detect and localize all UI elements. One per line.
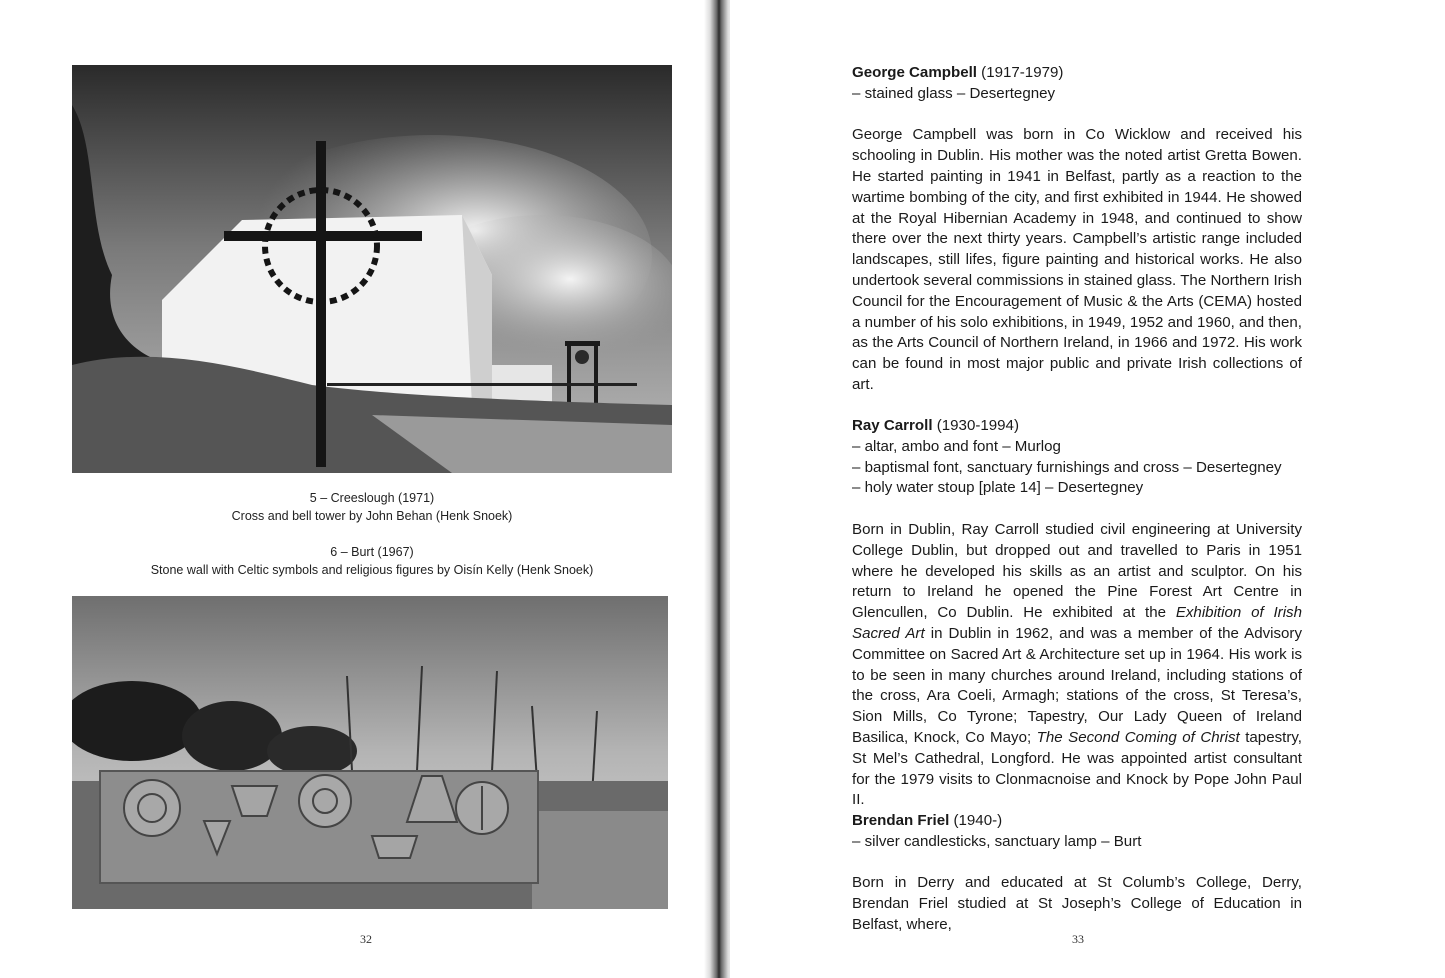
entry-carroll-bio-italic-1: Exhibition of Irish Sacred Art <box>852 604 1302 642</box>
photo-2-caption-credit: Stone wall with Celtic symbols and religious figures by Oisín Kelly (Henk Snoek) <box>150 563 594 577</box>
entry-carroll-bio-part-1: Born in Dublin, Ray Carroll studied civil engineering at University College Dublin, but dropped out and travelled to Paris in 1951 where he developed his skills as an artist and sculptor. On his return to Ireland he opened the Pine Forest Art Centre in Glencullen, Co Dublin. He exhibited at the <box>852 520 1302 622</box>
entry-carroll <box>852 416 1302 811</box>
photo-2-image <box>72 596 668 909</box>
entry-carroll-heading <box>852 416 1302 437</box>
entry-campbell-name: George Campbell <box>852 64 977 81</box>
entry-carroll-bio <box>852 520 1302 811</box>
photo-1-caption-credit: Cross and bell tower by John Behan (Henk Snoek) <box>231 509 513 523</box>
photo-2-caption <box>72 543 672 579</box>
entry-carroll-name: Ray Carroll <box>852 417 933 434</box>
entry-campbell-dates: (1917-1979) <box>976 64 1064 81</box>
photo-burt-stone-wall <box>72 596 668 909</box>
entry-carroll-work-1: – altar, ambo and font – Murlog <box>852 437 1061 455</box>
entry-carroll-work-3: – holy water stoup [plate 14] – Desertegney <box>852 479 1144 497</box>
entry-campbell-bio: George Campbell was born in Co Wicklow and received his schooling in Dublin. His mother was the noted artist Gretta Bowen. He started painting in 1941 in Belfast, partly as a reaction to the wartime bombing of the city, and first exhibited in 1944. He showed at the Royal Hibernian Academy in 1948, and continued to show there over the next thirty years. Campbell’s artistic range included landscapes, still lifes, figure painting and historical works. He also undertook several commissions in stained glass. The Northern Irish Council for the Encouragement of Music & the Arts (CEMA) hosted a number of his solo exhibitions, in 1949, 1952 and 1960, and then, as the Arts Council of Northern Ireland, in 1966 and 1972. His work can be found in most major public and private Irish collections of art. <box>852 126 1302 393</box>
entry-carroll-bio-part-3: tapestry, St Mel’s Cathedral, Longford. He was appointed artist consultant for the 1979 visits to Clonmacnoise and Knock by Pope John Paul II. <box>852 728 1302 809</box>
entry-carroll-work-2: – baptismal font, sanctuary furnishings and cross – Desertegney <box>852 458 1282 476</box>
entry-campbell-heading <box>852 63 1302 84</box>
entry-carroll-bio-part-2: in Dublin in 1962, and was a member of the Advisory Committee on Sacred Art & Architecture set up in 1964. His work is to be seen in many churches around Ireland, including stations of the cross, Ara Coeli, Armagh; stations of the cross, St Teresa’s, Sion Mills, Co Tyrone; Tapestry, Our Lady Queen of Ireland Basilica, Knock, Co Mayo; <box>852 624 1302 746</box>
entry-friel-name: Brendan Friel <box>852 812 950 829</box>
photo-1-caption-title: 5 – Creeslough (1971) <box>309 491 435 505</box>
photo-creeslough-cross <box>72 65 672 473</box>
entry-friel-dates: (1940-) <box>949 812 1003 829</box>
entry-friel-work: – silver candlesticks, sanctuary lamp – Burt <box>852 832 1142 850</box>
entry-friel-bio: Born in Derry and educated at St Columb’s College, Derry, Brendan Friel studied at St Joseph’s College of Education in Belfast, where, <box>852 874 1302 933</box>
entry-friel-heading <box>852 811 1302 832</box>
entry-carroll-bio-italic-2: The Second Coming of Christ <box>1036 728 1240 746</box>
page-number-right: 33 <box>1072 932 1084 946</box>
entry-carroll-dates: (1930-1994) <box>932 417 1019 434</box>
photo-1-caption <box>72 489 672 525</box>
photo-2-caption-title: 6 – Burt (1967) <box>330 545 414 559</box>
entry-campbell-work: – stained glass – Desertegney <box>852 84 1056 102</box>
page-number-left: 32 <box>360 932 372 946</box>
entry-campbell <box>852 63 1302 396</box>
left-page <box>0 0 712 978</box>
entry-friel <box>852 811 1302 936</box>
photo-1-image <box>72 65 672 473</box>
